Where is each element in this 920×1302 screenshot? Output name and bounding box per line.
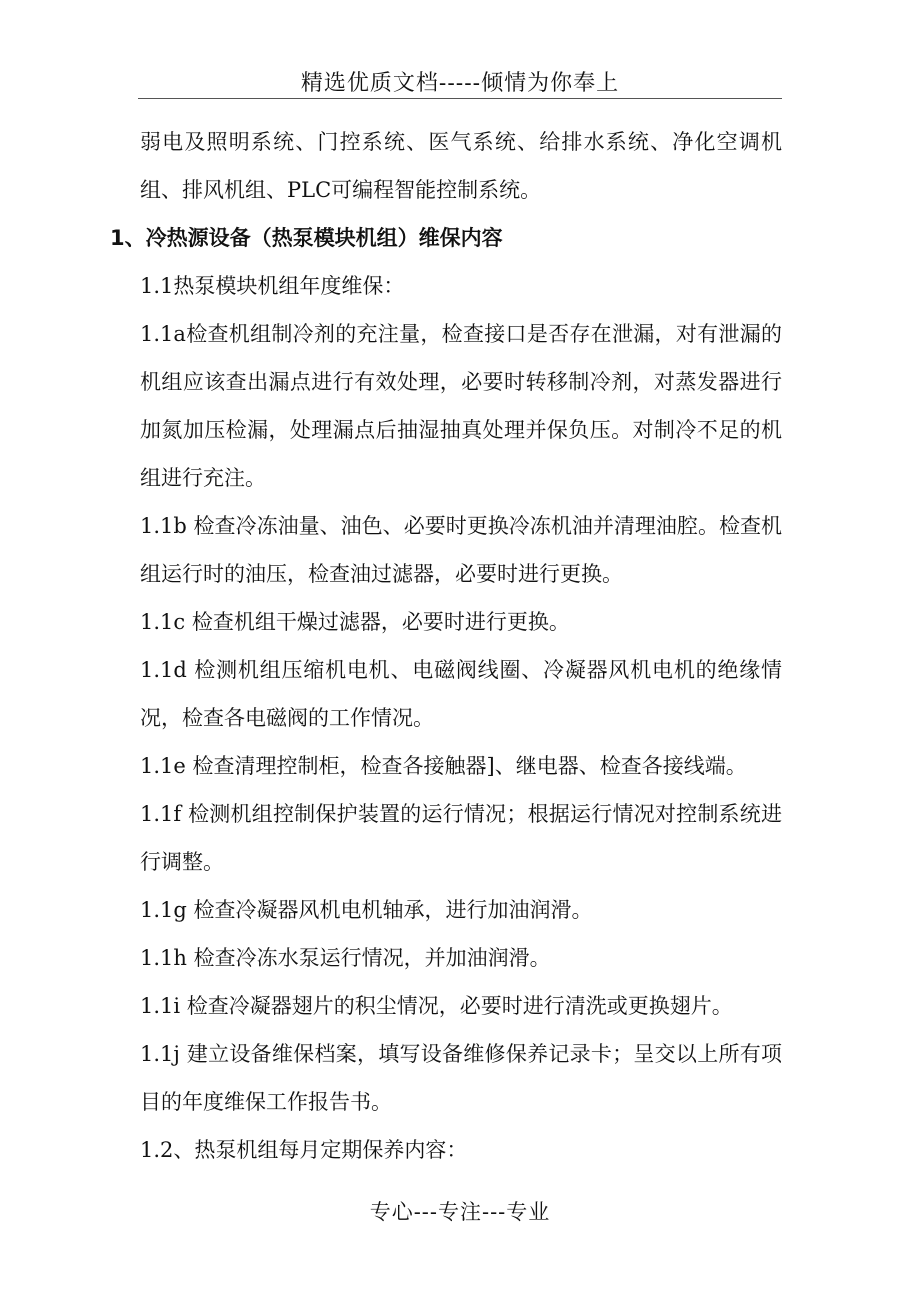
maintenance-item: 1.1i 检查冷凝器翅片的积尘情况，必要时进行清洗或更换翅片。 bbox=[140, 994, 733, 1018]
section-heading: 1、冷热源设备（热泵模块机组）维保内容 bbox=[110, 226, 503, 250]
maintenance-item: 1.1e 检查清理控制柜，检查各接触器]、继电器、检查各接线端。 bbox=[140, 754, 747, 778]
maintenance-item: 1.1h 检查冷冻水泵运行情况，并加油润滑。 bbox=[140, 946, 551, 970]
page-header: 精选优质文档-----倾情为你奉上 bbox=[300, 71, 620, 96]
sub-heading: 1.1热泵模块机组年度维保： bbox=[140, 274, 405, 298]
maintenance-item: 1.1a检查机组制冷剂的充注量，检查接口是否存在泄漏，对有泄漏的机组应该查出漏点进行有效处理，必要时转移制冷剂，对蒸发器进行加氮加压检漏，处理漏点后抽湿抽真处理并保负压。对制冷不足的机组进行充注。 bbox=[140, 322, 782, 490]
page-footer: 专心---专注---专业 bbox=[369, 1200, 551, 1224]
maintenance-item: 1.1d 检测机组压缩机电机、电磁阀线圈、冷凝器风机电机的绝缘情况，检查各电磁阀的工作情况。 bbox=[140, 658, 782, 730]
maintenance-item: 1.1c 检查机组干燥过滤器，必要时进行更换。 bbox=[140, 610, 570, 634]
maintenance-item: 1.1j 建立设备维保档案，填写设备维修保养记录卡；呈交以上所有项目的年度维保工作报告书。 bbox=[140, 1042, 782, 1114]
intro-paragraph: 弱电及照明系统、门控系统、医气系统、给排水系统、净化空调机组、排风机组、PLC可编程智能控制系统。 bbox=[140, 130, 782, 202]
maintenance-item: 1.1f 检测机组控制保护装置的运行情况；根据运行情况对控制系统进行调整。 bbox=[140, 802, 782, 874]
maintenance-item: 1.1g 检查冷凝器风机电机轴承，进行加油润滑。 bbox=[140, 898, 593, 922]
document-body bbox=[110, 118, 782, 1174]
maintenance-item: 1.1b 检查冷冻油量、油色、必要时更换冷冻机油并清理油腔。检查机组运行时的油压，检查油过滤器，必要时进行更换。 bbox=[140, 514, 782, 586]
sub-heading: 1.2、热泵机组每月定期保养内容： bbox=[140, 1138, 468, 1162]
header-divider bbox=[138, 98, 782, 99]
